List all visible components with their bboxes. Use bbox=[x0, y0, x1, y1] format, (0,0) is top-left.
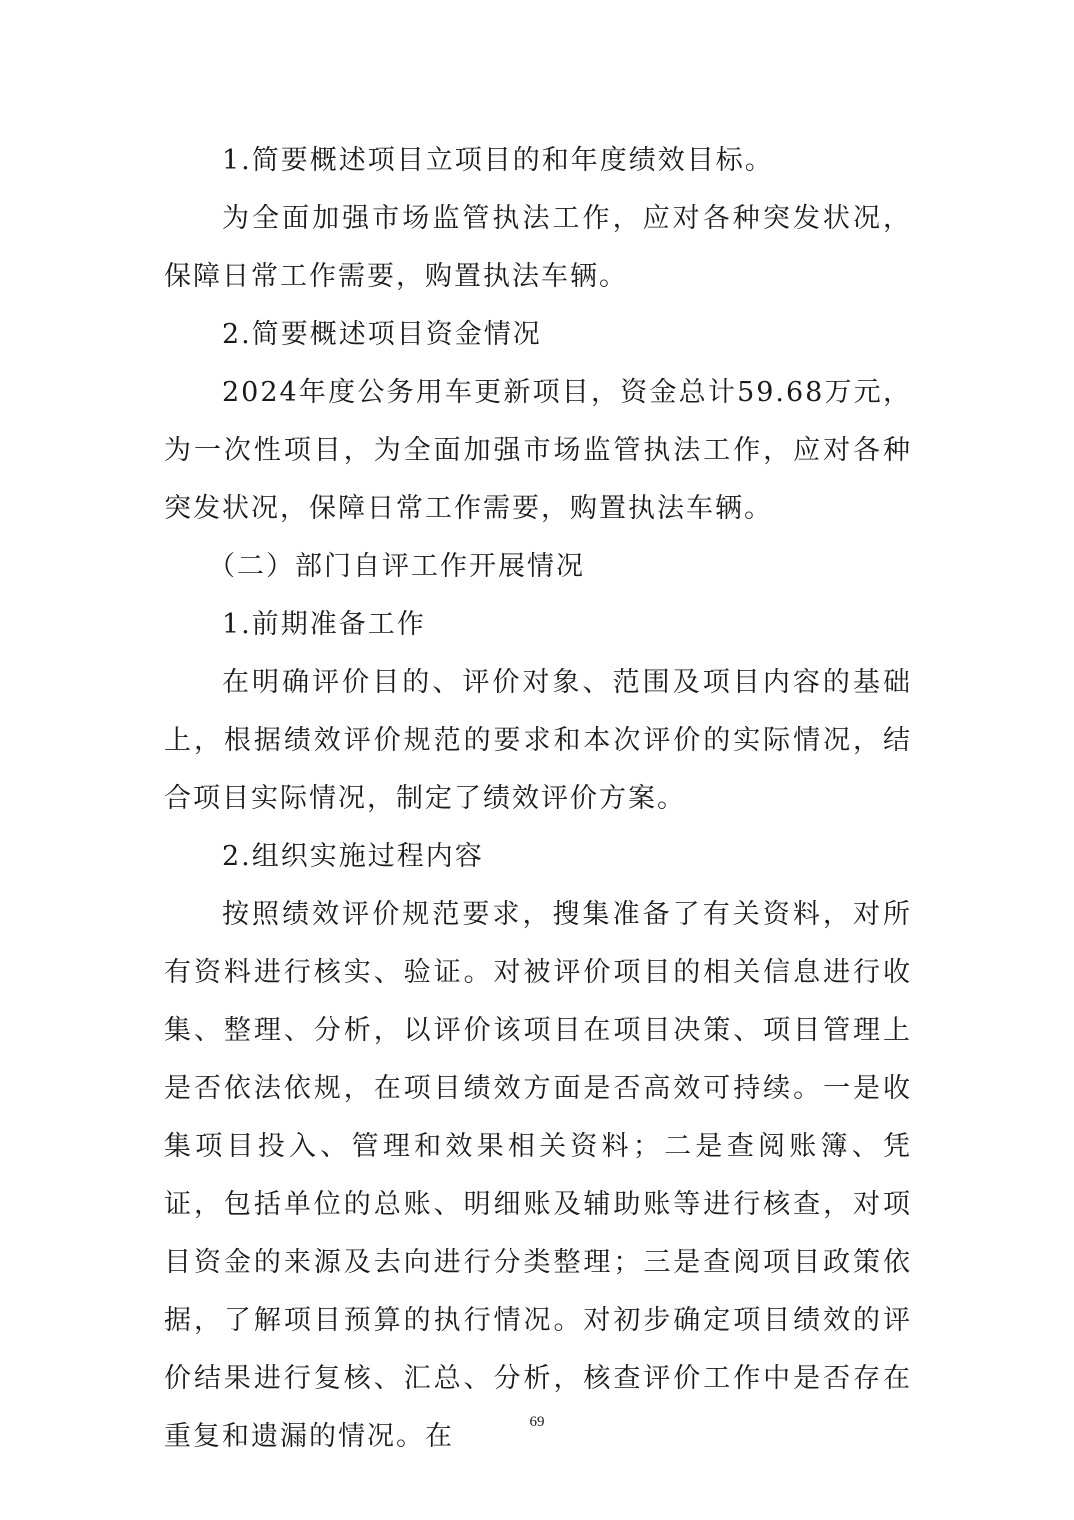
paragraph-1: 1.简要概述项目立项目的和年度绩效目标。 bbox=[222, 145, 774, 176]
paragraph-4: 2024年度公务用车更新项目，资金总计59.68万元，为一次性项目，为全面加强市场监管执法工作，应对各种突发状况，保障日常工作需要，购置执法车辆。 bbox=[164, 377, 912, 524]
paragraph-3: 2.简要概述项目资金情况 bbox=[222, 319, 542, 350]
paragraph-8: 2.组织实施过程内容 bbox=[222, 841, 484, 872]
page-body bbox=[164, 132, 912, 1466]
paragraph-6: 1.前期准备工作 bbox=[222, 609, 426, 640]
page-number: 69 bbox=[529, 1414, 545, 1430]
paragraph-9: 按照绩效评价规范要求，搜集准备了有关资料，对所有资料进行核实、验证。对被评价项目的相关信息进行收集、整理、分析，以评价该项目在项目决策、项目管理上是否依法依规，在项目绩效方面是否高效可持续。一是收集项目投入、管理和效果相关资料；二是查阅账簿、凭证，包括单位的总账、明细账及辅助账等进行核查，对项目资金的来源及去向进行分类整理；三是查阅项目政策依据，了解项目预算的执行情况。对初步确定项目绩效的评价结果进行复核、汇总、分析，核查评价工作中是否存在重复和遗漏的情况。在 bbox=[164, 899, 912, 1452]
section-heading: （二）部门自评工作开展情况 bbox=[208, 551, 585, 582]
paragraph-7: 在明确评价目的、评价对象、范围及项目内容的基础上，根据绩效评价规范的要求和本次评价的实际情况，结合项目实际情况，制定了绩效评价方案。 bbox=[164, 667, 912, 814]
paragraph-2: 为全面加强市场监管执法工作，应对各种突发状况，保障日常工作需要，购置执法车辆。 bbox=[164, 203, 912, 292]
